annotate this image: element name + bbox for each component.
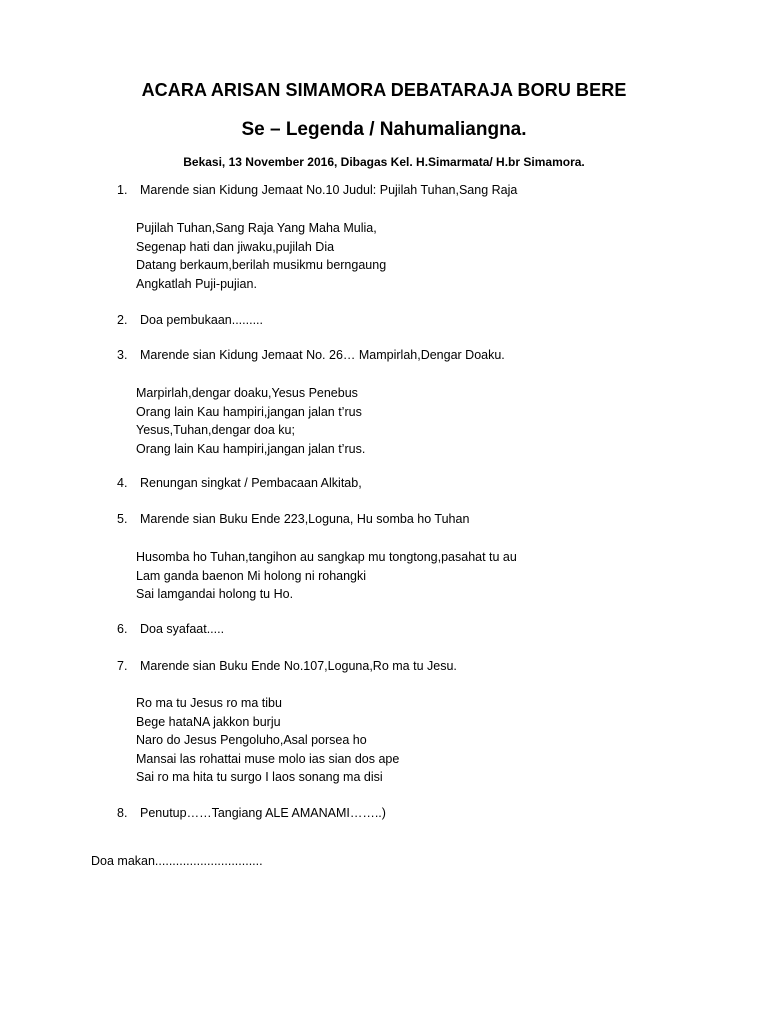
lyric-line: Orang lain Kau hampiri,jangan jalan t’rus. [136, 441, 366, 456]
lyric-line: Mansai las rohattai muse molo ias sian dos ape [136, 751, 400, 766]
agenda-item-6 [117, 622, 224, 636]
lyric-line: Datang berkaum,berilah musikmu berngaung [136, 258, 387, 272]
item-number: 7. [117, 659, 128, 673]
item-number: 2. [117, 313, 128, 327]
agenda-item-1 [117, 183, 517, 197]
lyric-line: Naro do Jesus Pengoluho,Asal porsea ho [136, 733, 367, 747]
lyric-line: Yesus,Tuhan,dengar doa ku; [136, 423, 295, 437]
lyric-line: Bege hataNA jakkon burju [136, 714, 281, 729]
lyric-line: Marpirlah,dengar doaku,Yesus Penebus [136, 386, 358, 400]
agenda-item-4 [117, 476, 362, 490]
document-dateline: Bekasi, 13 November 2016, Dibagas Kel. H.Simarmata/ H.br Simamora. [183, 155, 585, 169]
lyric-line: Sai lamgandai holong tu Ho. [136, 587, 294, 601]
hymn-lyrics-5 [136, 548, 517, 604]
lyric-line: Segenap hati dan jiwaku,pujilah Dia [136, 239, 335, 254]
lyric-line: Husomba ho Tuhan,tangihon au sangkap mu tongtong,pasahat tu au [136, 550, 517, 564]
item-text: Doa pembukaan......... [140, 313, 263, 327]
hymn-lyrics-3 [136, 384, 365, 458]
item-number: 3. [117, 348, 128, 362]
agenda-item-5 [117, 512, 469, 526]
agenda-item-8 [117, 806, 386, 820]
item-number: 8. [117, 806, 128, 820]
item-number: 4. [117, 476, 128, 490]
item-text: Marende sian Buku Ende No.107,Loguna,Ro ma tu Jesu. [140, 659, 457, 673]
item-text: Marende sian Kidung Jemaat No.10 Judul: Pujilah Tuhan,Sang Raja [140, 183, 518, 197]
item-number: 1. [117, 183, 128, 197]
document-subtitle: Se – Legenda / Nahumaliangna. [241, 119, 527, 140]
lyric-line: Ro ma tu Jesus ro ma tibu [136, 696, 282, 710]
lyric-line: Sai ro ma hita tu surgo I laos sonang ma disi [136, 770, 383, 784]
item-text: Marende sian Buku Ende 223,Loguna, Hu somba ho Tuhan [140, 512, 470, 526]
agenda-item-3 [117, 348, 505, 362]
footer-note: Doa makan............................... [91, 854, 263, 868]
hymn-lyrics-1 [136, 219, 386, 293]
item-text: Doa syafaat..... [140, 622, 225, 636]
document-title: ACARA ARISAN SIMAMORA DEBATARAJA BORU BERE [141, 80, 627, 100]
agenda-item-2 [117, 313, 263, 327]
lyric-line: Angkatlah Puji-pujian. [136, 276, 257, 291]
lyric-line: Pujilah Tuhan,Sang Raja Yang Maha Mulia, [136, 221, 377, 235]
hymn-lyrics-7 [136, 694, 399, 787]
lyric-line: Lam ganda baenon Mi holong ni rohangki [136, 568, 367, 583]
item-text: Marende sian Kidung Jemaat No. 26… Mampirlah,Dengar Doaku. [140, 348, 505, 362]
lyric-line: Orang lain Kau hampiri,jangan jalan t’rus [136, 404, 362, 419]
agenda-item-7 [117, 659, 457, 673]
item-number: 6. [117, 622, 128, 636]
item-number: 5. [117, 512, 128, 526]
item-text: Penutup……Tangiang ALE AMANAMI……..) [140, 806, 386, 820]
item-text: Renungan singkat / Pembacaan Alkitab, [140, 476, 362, 490]
